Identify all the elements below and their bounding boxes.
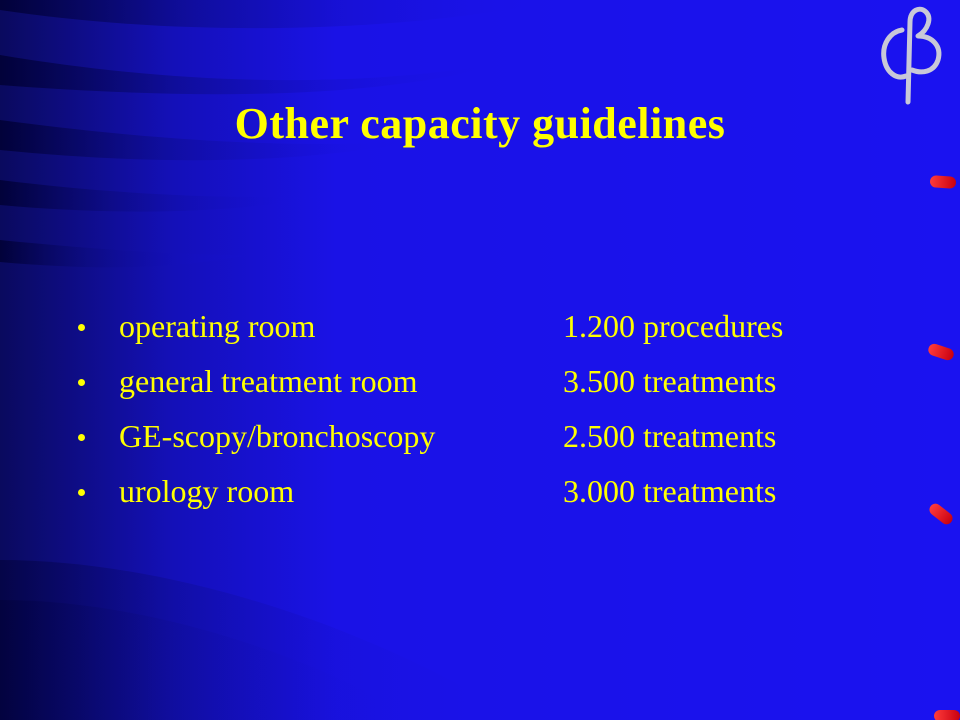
list-item [78, 414, 838, 469]
bullet-dot-icon [78, 379, 85, 386]
list-item [78, 359, 838, 414]
bullet-dot-icon [78, 489, 85, 496]
cb-logo-icon [872, 2, 952, 106]
item-label: urology room [119, 473, 295, 509]
list-item [78, 469, 838, 524]
item-value: 3.000 treatments [563, 473, 777, 509]
accent-mark-4 [934, 710, 960, 720]
item-label: general treatment room [119, 363, 418, 399]
capacity-list [78, 304, 838, 524]
slide-title: Other capacity guidelines [234, 99, 726, 148]
item-value: 1.200 procedures [563, 308, 784, 344]
bullet-dot-icon [78, 434, 85, 441]
item-label: operating room [119, 308, 316, 344]
item-value: 3.500 treatments [563, 363, 777, 399]
bullet-dot-icon [78, 324, 85, 331]
item-value: 2.500 treatments [563, 418, 777, 454]
accent-mark-1 [930, 175, 957, 189]
item-label: GE-scopy/bronchoscopy [119, 418, 436, 454]
list-item [78, 304, 838, 359]
